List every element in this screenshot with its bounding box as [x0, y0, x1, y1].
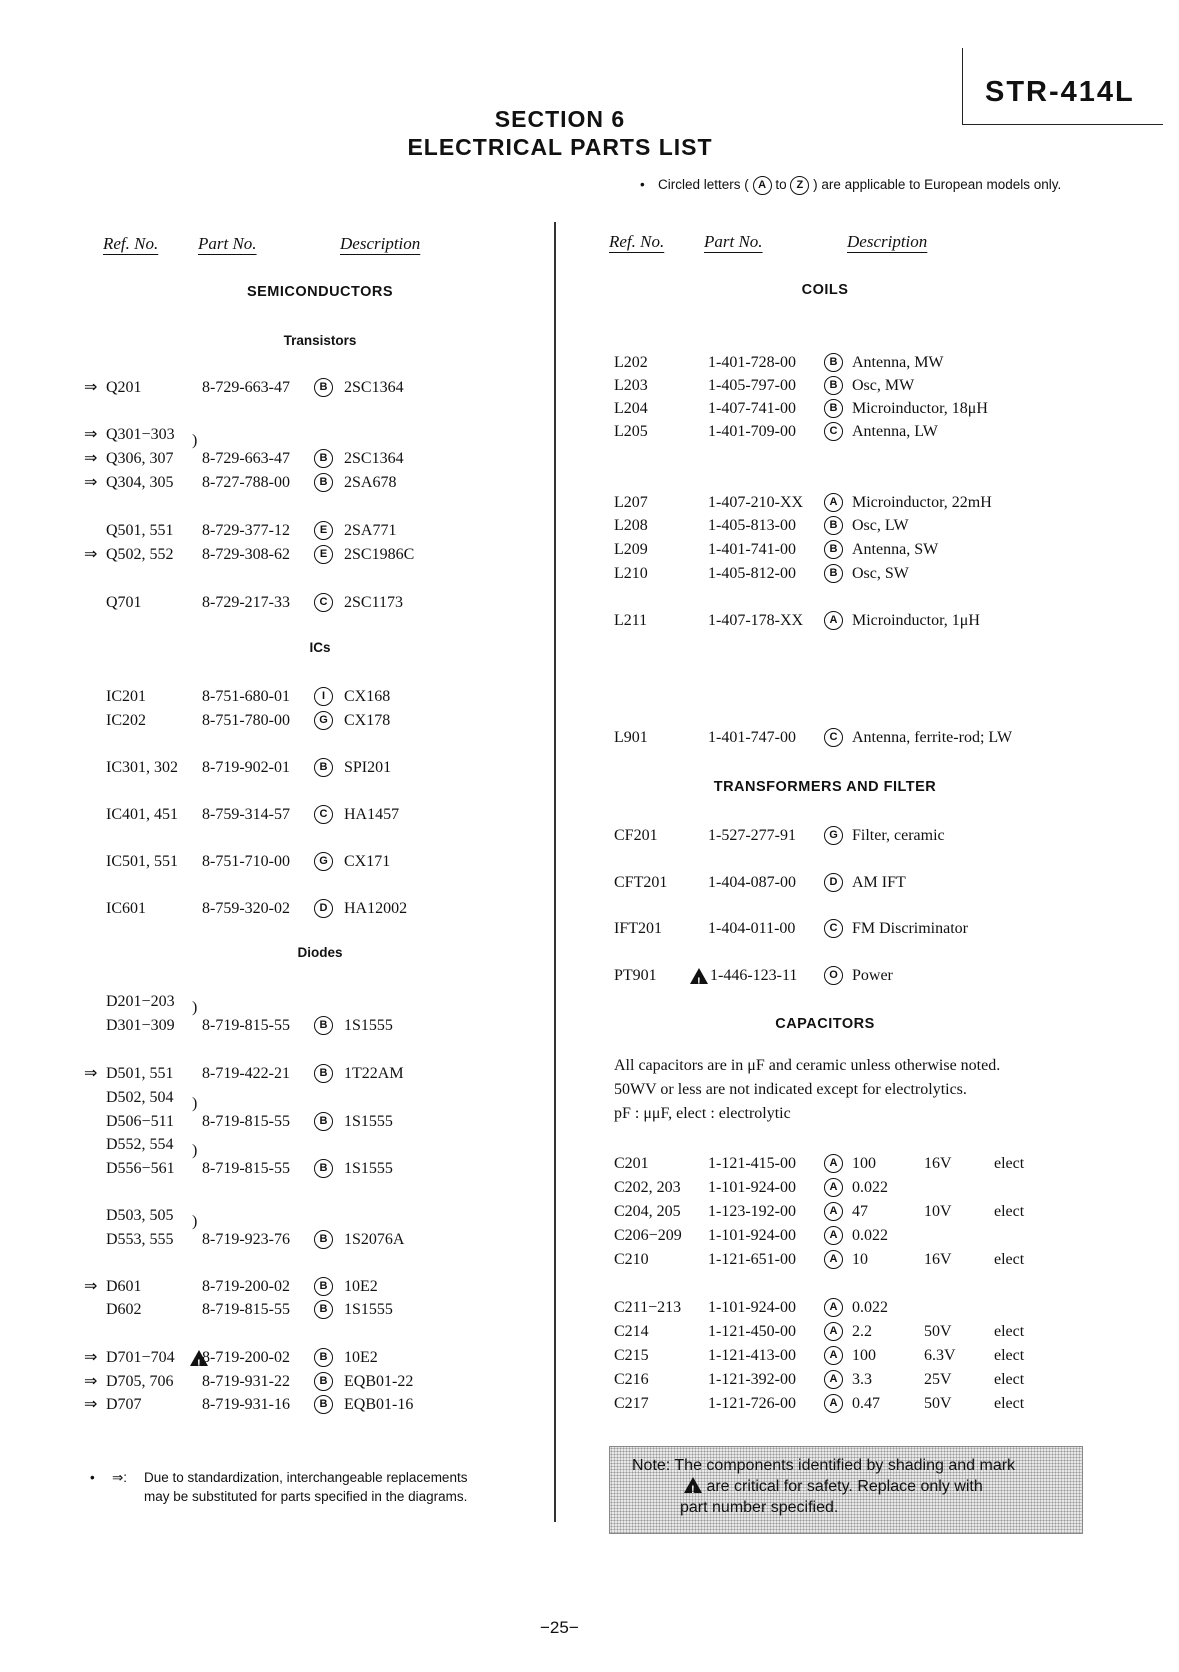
description: Microinductor, 1μH [852, 612, 980, 629]
replacement-arrow: ⇒ [84, 546, 98, 563]
replacement-arrow: ⇒ [84, 426, 98, 443]
ref-no: D502, 504 [106, 1089, 174, 1106]
circled-letter: B [314, 1159, 333, 1178]
description: HA1457 [344, 806, 400, 823]
safety-note [609, 1446, 1083, 1534]
ref-no: C216 [614, 1371, 649, 1388]
description: 2SC1173 [344, 594, 403, 611]
circled-letter: Z [790, 176, 809, 195]
ref-no: D705, 706 [106, 1373, 174, 1390]
transformers-heading: TRANSFORMERS AND FILTER [713, 779, 937, 795]
capacitance-value: 0.022 [852, 1227, 888, 1244]
page-number: −25− [540, 1618, 579, 1637]
safety-line-1: Note: The components identified by shading and mark [632, 1457, 1016, 1474]
capacitor-type: elect [994, 1251, 1025, 1268]
circled-letter: A [824, 1370, 843, 1389]
capacitor-type: elect [994, 1347, 1025, 1364]
capacitor-type: elect [994, 1203, 1025, 1220]
circled-letter: A [824, 1226, 843, 1245]
circled-letter: B [314, 378, 333, 397]
circled-letter: B [824, 399, 843, 418]
part-number: 8-751-710-00 [202, 853, 290, 870]
note-bullet: • [90, 1470, 95, 1485]
circled-letter: B [314, 449, 333, 468]
circled-letter: B [824, 376, 843, 395]
description: EQB01-22 [344, 1373, 414, 1390]
part-number: 8-719-902-01 [202, 759, 290, 776]
capacitance-value: 10 [852, 1251, 868, 1268]
part-number: 1-405-797-00 [708, 377, 796, 394]
ref-no: L205 [614, 423, 648, 440]
circled-letter: B [824, 516, 843, 535]
part-number: 8-759-320-02 [202, 900, 290, 917]
description: 1S1555 [344, 1301, 393, 1318]
capacitor-type: elect [994, 1323, 1025, 1340]
ref-no: C206−209 [614, 1227, 682, 1244]
part-number: 8-729-377-12 [202, 522, 290, 539]
circled-letter: I [314, 687, 333, 706]
circled-letter: B [314, 1300, 333, 1319]
part-number: 1-121-450-00 [708, 1323, 796, 1340]
section-title: ELECTRICAL PARTS LIST [407, 134, 713, 160]
circled-letter: B [314, 1277, 333, 1296]
capacitance-value: 3.3 [852, 1371, 872, 1388]
part-number: 1-407-210-XX [708, 494, 804, 511]
ref-no: L202 [614, 354, 648, 371]
capacitance-value: 0.022 [852, 1299, 888, 1316]
warning-triangle-icon [684, 1477, 702, 1493]
circled-letter: A [824, 1154, 843, 1173]
circled-letter: B [824, 540, 843, 559]
header-part-right: Part No. [704, 232, 763, 251]
part-number: 1-123-192-00 [708, 1203, 796, 1220]
ref-no: C204, 205 [614, 1203, 681, 1220]
description: 10E2 [344, 1278, 378, 1295]
circled-letter: C [824, 422, 843, 441]
part-number: 1-121-392-00 [708, 1371, 796, 1388]
diodes-heading: Diodes [297, 945, 343, 960]
description: Osc, LW [852, 517, 909, 534]
circled-letter: A [824, 1298, 843, 1317]
ref-no: L204 [614, 400, 648, 417]
ref-no: C215 [614, 1347, 649, 1364]
description: Microinductor, 22mH [852, 494, 992, 511]
ref-no: C214 [614, 1323, 649, 1340]
ref-no: D552, 554 [106, 1136, 174, 1153]
ref-no: IC202 [106, 712, 146, 729]
bracket: ) [192, 1142, 198, 1159]
note-pre: Circled letters ( [658, 177, 749, 192]
ref-no: L203 [614, 377, 648, 394]
ref-no: Q701 [106, 594, 142, 611]
ref-no: Q306, 307 [106, 450, 174, 467]
ref-no: L209 [614, 541, 648, 558]
description: Osc, MW [852, 377, 915, 394]
circled-letter: D [314, 899, 333, 918]
ref-no: IC401, 451 [106, 806, 178, 823]
circled-letter: B [314, 1064, 333, 1083]
cap-note-line: All capacitors are in μF and ceramic unless otherwise noted. [614, 1057, 1001, 1074]
ref-no: C202, 203 [614, 1179, 681, 1196]
part-number: 1-121-651-00 [708, 1251, 796, 1268]
circled-letter: A [824, 1322, 843, 1341]
circled-letter: B [824, 353, 843, 372]
part-number: 8-727-788-00 [202, 474, 290, 491]
circled-letter: A [824, 1346, 843, 1365]
part-number: 1-101-924-00 [708, 1227, 796, 1244]
circled-letter: E [314, 521, 333, 540]
circled-letter: G [314, 711, 333, 730]
description: 1T22AM [344, 1065, 404, 1082]
capacitor-type: elect [994, 1371, 1025, 1388]
description: Antenna, LW [852, 423, 938, 440]
ref-no: D501, 551 [106, 1065, 174, 1082]
circled-letter: B [314, 1230, 333, 1249]
description: 1S1555 [344, 1160, 393, 1177]
part-number: 1-121-726-00 [708, 1395, 796, 1412]
replacement-arrow: ⇒ [84, 1349, 98, 1366]
semiconductors-heading: SEMICONDUCTORS [246, 284, 394, 300]
replacement-arrow: ⇒ [84, 450, 98, 467]
part-number: 8-719-815-55 [202, 1301, 290, 1318]
description: Antenna, SW [852, 541, 939, 558]
ref-no: L210 [614, 565, 648, 582]
ref-no: IC501, 551 [106, 853, 178, 870]
ref-no: Q304, 305 [106, 474, 174, 491]
description: 1S1555 [344, 1017, 393, 1034]
ref-no: L208 [614, 517, 648, 534]
description: CX168 [344, 688, 391, 705]
replacement-arrow: ⇒ [84, 1396, 98, 1413]
part-number: 1-101-924-00 [708, 1179, 796, 1196]
note-bullet: • [640, 177, 645, 192]
warning-triangle-icon [690, 968, 708, 984]
circled-letter: E [314, 545, 333, 564]
replacement-arrow: ⇒ [84, 1065, 98, 1082]
part-number: 8-751-780-00 [202, 712, 290, 729]
part-number: 8-751-680-01 [202, 688, 290, 705]
circled-letter: G [314, 852, 333, 871]
description: 10E2 [344, 1349, 378, 1366]
circled-letter: B [314, 1395, 333, 1414]
circled-letter: A [824, 611, 843, 630]
transistors-heading: Transistors [283, 333, 357, 348]
description: Power [852, 967, 893, 984]
ref-no: D301−309 [106, 1017, 175, 1034]
ref-no: D601 [106, 1278, 142, 1295]
part-number: 8-719-815-55 [202, 1017, 290, 1034]
circled-letter: C [314, 805, 333, 824]
circled-letter: A [824, 1394, 843, 1413]
ref-no: D503, 505 [106, 1207, 174, 1224]
arrow-symbol: ⇒: [112, 1470, 128, 1485]
part-number: 1-407-741-00 [708, 400, 796, 417]
note-line-1: Due to standardization, interchangeable replacements [144, 1470, 468, 1485]
circled-letter: A [824, 1250, 843, 1269]
capacitance-value: 0.022 [852, 1179, 888, 1196]
safety-line-2: are critical for safety. Replace only with [706, 1478, 983, 1495]
circled-letters-note [640, 175, 1098, 195]
replacement-arrow: ⇒ [84, 379, 98, 396]
circled-letter: C [824, 728, 843, 747]
part-number: 8-719-931-16 [202, 1396, 290, 1413]
ref-no: PT901 [614, 967, 657, 984]
capacitance-value: 0.47 [852, 1395, 880, 1412]
capacitance-value: 47 [852, 1203, 868, 1220]
ref-no: D506−511 [106, 1113, 174, 1130]
capacitor-type: elect [994, 1155, 1025, 1172]
part-number: 1-404-011-00 [708, 920, 796, 937]
ref-no: CF201 [614, 827, 658, 844]
description: 2SA678 [344, 474, 397, 491]
ref-no: C217 [614, 1395, 649, 1412]
capacitors-heading: CAPACITORS [775, 1016, 875, 1032]
ref-no: D707 [106, 1396, 142, 1413]
circled-letter: B [314, 1348, 333, 1367]
description: CX171 [344, 853, 391, 870]
header-ref-right: Ref. No. [609, 232, 665, 251]
note-post: ) are applicable to European models only. [813, 177, 1062, 192]
part-number: 8-719-923-76 [202, 1231, 290, 1248]
ref-no: D556−561 [106, 1160, 175, 1177]
description: 2SA771 [344, 522, 397, 539]
description: 2SC1364 [344, 450, 404, 467]
ref-no: CFT201 [614, 874, 668, 891]
circled-letter: B [314, 473, 333, 492]
ref-no: C211−213 [614, 1299, 682, 1316]
replacement-arrow: ⇒ [84, 1278, 98, 1295]
part-number: 1-527-277-91 [708, 827, 796, 844]
voltage-rating: 25V [924, 1371, 952, 1388]
ref-no: Q301−303 [106, 426, 175, 443]
column-divider [554, 222, 556, 1522]
circled-letter: D [824, 873, 843, 892]
description: 2SC1364 [344, 379, 404, 396]
ref-no: C210 [614, 1251, 649, 1268]
ref-no: D201−203 [106, 993, 175, 1010]
part-number: 8-759-314-57 [202, 806, 290, 823]
part-number: 1-405-813-00 [708, 517, 796, 534]
voltage-rating: 16V [924, 1155, 952, 1172]
ref-no: D553, 555 [106, 1231, 174, 1248]
ref-no: IC201 [106, 688, 146, 705]
circled-letter: A [824, 1202, 843, 1221]
capacitor-notes [614, 1054, 1084, 1126]
ref-no: IC301, 302 [106, 759, 178, 776]
part-number: 8-719-931-22 [202, 1373, 290, 1390]
part-number: 8-729-308-62 [202, 546, 290, 563]
part-number: 8-729-663-47 [202, 379, 290, 396]
part-number: 8-719-815-55 [202, 1113, 290, 1130]
header-desc-left: Description [340, 234, 421, 253]
note-mid: to [775, 177, 787, 192]
description: SPI201 [344, 759, 392, 776]
coils-heading: COILS [801, 282, 849, 298]
voltage-rating: 16V [924, 1251, 952, 1268]
ref-no: Q501, 551 [106, 522, 174, 539]
part-number: 8-729-663-47 [202, 450, 290, 467]
part-number: 8-729-217-33 [202, 594, 290, 611]
circled-letter: G [824, 826, 843, 845]
circled-letter: C [824, 919, 843, 938]
capacitance-value: 100 [852, 1155, 876, 1172]
ics-heading: ICs [309, 640, 331, 655]
description: EQB01-16 [344, 1396, 414, 1413]
voltage-rating: 10V [924, 1203, 952, 1220]
capacitance-value: 100 [852, 1347, 876, 1364]
part-number: 1-401-728-00 [708, 354, 796, 371]
description: Antenna, MW [852, 354, 944, 371]
circled-letter: B [824, 564, 843, 583]
model-box [962, 48, 1163, 125]
part-number: 1-101-924-00 [708, 1299, 796, 1316]
part-number: 8-719-815-55 [202, 1160, 290, 1177]
description: Filter, ceramic [852, 827, 945, 844]
bracket: ) [192, 1213, 198, 1230]
ref-no: D602 [106, 1301, 142, 1318]
circled-letter: B [314, 1112, 333, 1131]
safety-line-3: part number specified. [680, 1499, 839, 1516]
capacitance-value: 2.2 [852, 1323, 872, 1340]
part-number: 1-401-747-00 [708, 729, 796, 746]
description: 2SC1986C [344, 546, 415, 563]
circled-letter: A [753, 176, 772, 195]
replacement-arrow: ⇒ [84, 1373, 98, 1390]
note-line-2: may be substituted for parts specified in the diagrams. [144, 1489, 468, 1504]
circled-letter: A [824, 493, 843, 512]
ref-no: L901 [614, 729, 648, 746]
voltage-rating: 50V [924, 1323, 952, 1340]
voltage-rating: 50V [924, 1395, 952, 1412]
circled-letter: B [314, 758, 333, 777]
ref-no: Q201 [106, 379, 142, 396]
cap-note-line: pF : μμF, elect : electrolytic [614, 1105, 791, 1122]
capacitor-type: elect [994, 1395, 1025, 1412]
description: 1S2076A [344, 1231, 405, 1248]
replacement-arrow: ⇒ [84, 474, 98, 491]
part-number: 1-401-741-00 [708, 541, 796, 558]
part-number: 1-407-178-XX [708, 612, 804, 629]
part-number: 1-121-413-00 [708, 1347, 796, 1364]
part-number: 8-719-200-02 [202, 1278, 290, 1295]
circled-letter: A [824, 1178, 843, 1197]
bracket: ) [192, 1095, 198, 1112]
section-number: SECTION 6 [494, 106, 626, 132]
part-number: 8-719-422-21 [202, 1065, 290, 1082]
ref-no: D701−704 [106, 1349, 175, 1366]
circled-letter: C [314, 593, 333, 612]
header-desc-right: Description [847, 232, 928, 251]
voltage-rating: 6.3V [924, 1347, 956, 1364]
description: Antenna, ferrite-rod; LW [852, 729, 1013, 746]
part-number: 8-719-200-02 [202, 1349, 290, 1366]
ref-no: C201 [614, 1155, 649, 1172]
part-number: 1-405-812-00 [708, 565, 796, 582]
description: CX178 [344, 712, 391, 729]
circled-letter: O [824, 966, 843, 985]
part-number: 1-446-123-11 [710, 967, 798, 984]
ref-no: IFT201 [614, 920, 662, 937]
bracket: ) [192, 999, 198, 1016]
description: HA12002 [344, 900, 408, 917]
ref-no: IC601 [106, 900, 146, 917]
description: Osc, SW [852, 565, 909, 582]
circled-letter: B [314, 1372, 333, 1391]
part-number: 1-404-087-00 [708, 874, 796, 891]
description: AM IFT [852, 874, 906, 891]
header-part-left: Part No. [198, 234, 257, 253]
model-number: STR-414L [985, 76, 1135, 108]
ref-no: Q502, 552 [106, 546, 174, 563]
bracket: ) [192, 432, 198, 449]
header-ref-left: Ref. No. [103, 234, 159, 253]
circled-letter: B [314, 1016, 333, 1035]
description: Microinductor, 18μH [852, 400, 988, 417]
description: 1S1555 [344, 1113, 393, 1130]
ref-no: L211 [614, 612, 648, 629]
ref-no: L207 [614, 494, 648, 511]
part-number: 1-401-709-00 [708, 423, 796, 440]
cap-note-line: 50WV or less are not indicated except for electrolytics. [614, 1081, 967, 1098]
description: FM Discriminator [852, 920, 968, 937]
part-number: 1-121-415-00 [708, 1155, 796, 1172]
